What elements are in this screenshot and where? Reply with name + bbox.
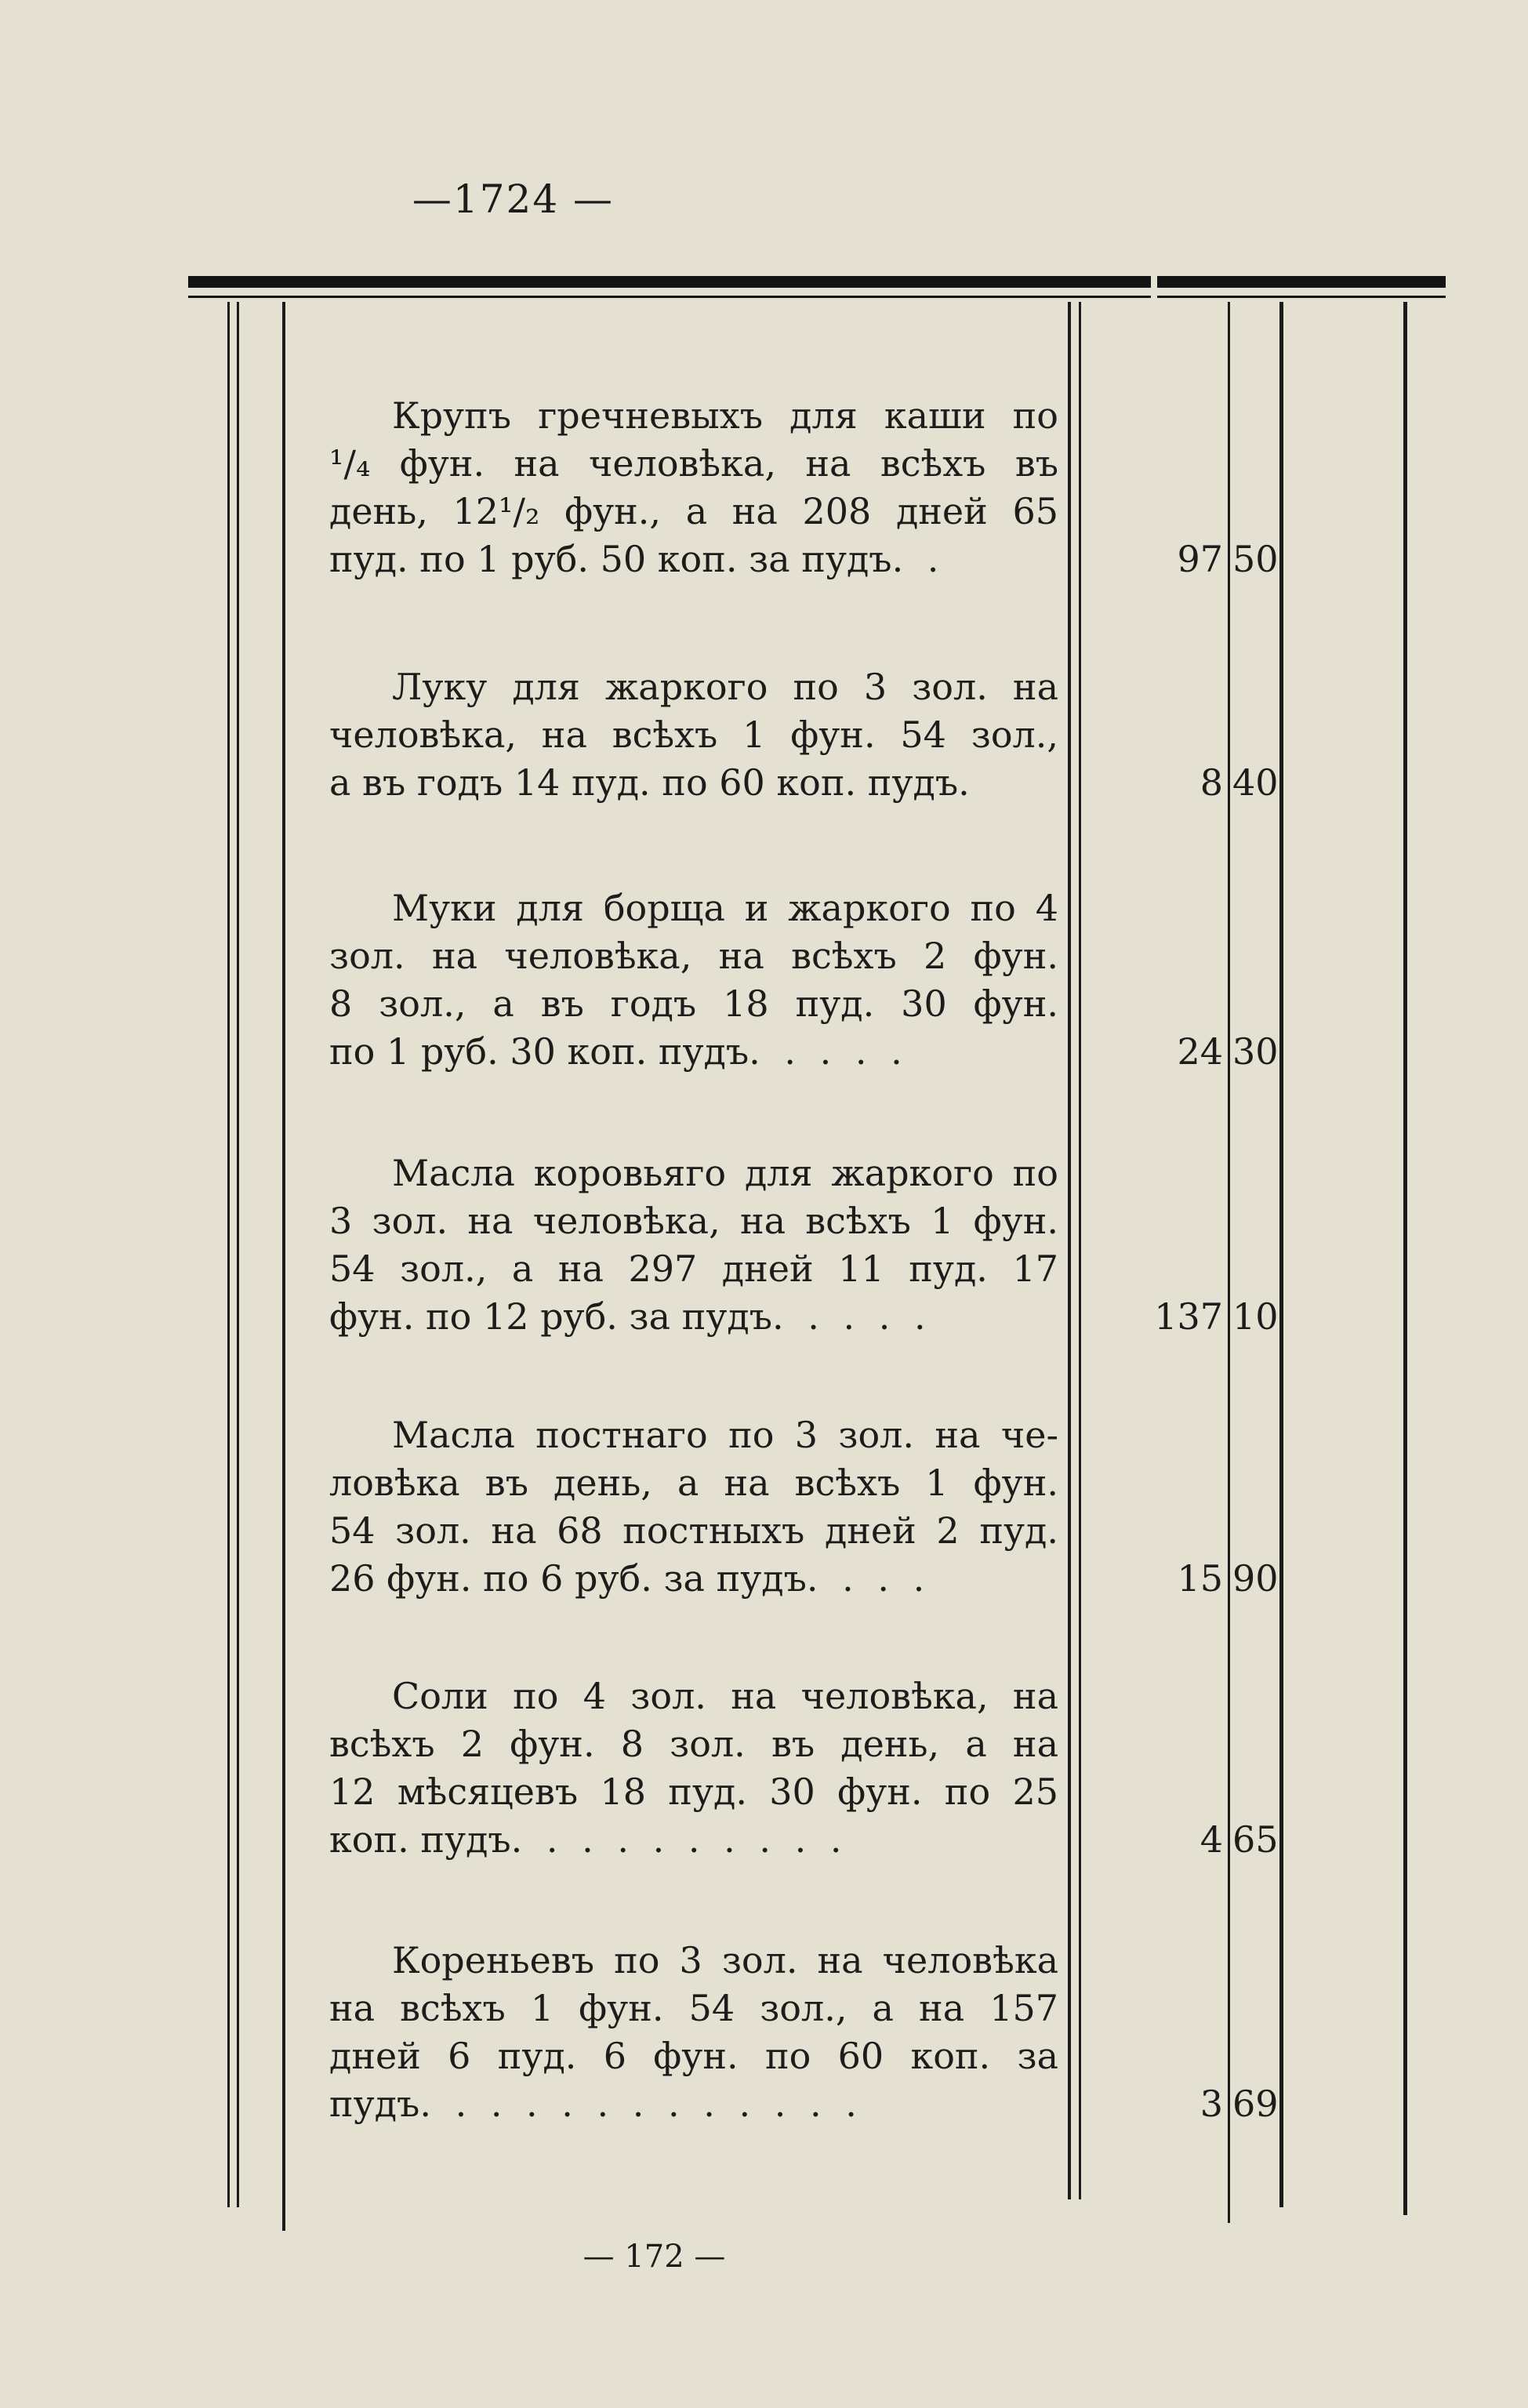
leader-dots: . . — [891, 538, 945, 580]
leader-dots: . . . . . . . . . . — [510, 1818, 848, 1861]
top-thin-rule — [188, 296, 1151, 298]
ledger-entry-butter — [329, 1150, 1058, 1341]
top-rule-right — [1157, 276, 1446, 288]
entry-line: 26 фун. по 6 руб. за пудъ . . . . — [329, 1555, 1058, 1603]
entry-line: Масла коровьяго для жаркого по — [392, 1152, 1058, 1194]
ledger-entry-flour — [329, 884, 1058, 1076]
entry-line: 54 зол., а на 297 дней 11 пуд. 17 — [329, 1248, 1058, 1290]
ledger-entry-vegetable-oil — [329, 1411, 1058, 1603]
amount-kopecks: 90 — [1232, 1557, 1279, 1600]
entry-line: Кореньевъ по 3 зол. на человѣка — [392, 1939, 1058, 1981]
page-number: —1724 — — [412, 176, 615, 222]
amount-kopecks: 65 — [1232, 1818, 1279, 1861]
column-rule — [1279, 302, 1283, 2207]
amount-kopecks: 40 — [1232, 761, 1279, 804]
entry-line: человѣка, на всѣхъ 1 фун. 54 зол., — [329, 714, 1058, 756]
entry-line: по 1 руб. 30 коп. пудъ . . . . . — [329, 1028, 1058, 1076]
entry-line: всѣхъ 2 фун. 8 зол. въ день, а на — [329, 1723, 1058, 1765]
sheet-number: — 172 — — [583, 2239, 726, 2275]
column-rule — [1068, 302, 1071, 2199]
amount-kopecks: 69 — [1232, 2083, 1279, 2125]
entry-line: пуд. по 1 руб. 50 коп. за пудъ . . — [329, 536, 1058, 583]
entry-line: 12 мѣсяцевъ 18 пуд. 30 фун. по 25 — [329, 1771, 1058, 1813]
amount-rubles: 137 — [1154, 1295, 1223, 1338]
leader-dots: . . . . — [806, 1557, 931, 1600]
top-rule — [188, 276, 1151, 288]
entry-line: зол. на человѣка, на всѣхъ 2 фун. — [329, 935, 1058, 977]
entry-line: коп. пудъ . . . . . . . . . . — [329, 1816, 1058, 1864]
column-rule — [1403, 302, 1407, 2215]
amount-kopecks: 30 — [1232, 1030, 1279, 1073]
column-rule — [227, 302, 230, 2207]
entry-line: пудъ . . . . . . . . . . . . . — [329, 2080, 1058, 2128]
ledger-entry-roots — [329, 1937, 1058, 2128]
entry-line: дней 6 пуд. 6 фун. по 60 коп. за — [329, 2035, 1058, 2077]
amount-rubles: 3 — [1200, 2083, 1223, 2125]
leader-dots — [970, 759, 1058, 807]
entry-line: 8 зол., а въ годъ 18 пуд. 30 фун. — [329, 982, 1058, 1025]
entry-line: 54 зол. на 68 постныхъ дней 2 пуд. — [329, 1509, 1058, 1552]
entry-line: на всѣхъ 1 фун. 54 зол., а на 157 — [329, 1987, 1058, 2029]
entry-line: Луку для жаркого по 3 зол. на — [392, 666, 1058, 708]
amount-rubles: 15 — [1177, 1557, 1223, 1600]
amount-rubles: 4 — [1200, 1818, 1223, 1861]
entry-line: Соли по 4 зол. на человѣка, на — [392, 1675, 1058, 1717]
amount-kopecks: 10 — [1232, 1295, 1279, 1338]
amount-rubles: 8 — [1200, 761, 1223, 804]
entry-line: Муки для борща и жаркого по 4 — [392, 887, 1058, 929]
entry-line: 3 зол. на человѣка, на всѣхъ 1 фун. — [329, 1200, 1058, 1242]
leader-dots: . . . . . — [772, 1295, 932, 1338]
column-rule — [1228, 302, 1230, 2223]
column-rule — [282, 302, 285, 2231]
amount-rubles: 24 — [1177, 1030, 1223, 1073]
column-rule — [1079, 302, 1081, 2199]
entry-line: фун. по 12 руб. за пудъ . . . . . — [329, 1293, 1058, 1341]
entry-line: ловѣка въ день, а на всѣхъ 1 фун. — [329, 1462, 1058, 1504]
entry-line: день, 12¹/₂ фун., а на 208 дней 65 — [329, 490, 1058, 532]
entry-line: ¹/₄ фун. на человѣка, на всѣхъ въ — [329, 442, 1058, 485]
amount-rubles: 97 — [1177, 538, 1223, 580]
column-rule — [237, 302, 239, 2207]
ledger-entry-onions — [329, 663, 1058, 807]
leader-dots: . . . . . . . . . . . . . — [419, 2083, 863, 2125]
entry-line: Масла постнаго по 3 зол. на че- — [392, 1414, 1058, 1456]
amount-kopecks: 50 — [1232, 538, 1279, 580]
entry-line: а въ годъ 14 пуд. по 60 коп. пудъ. — [329, 759, 1058, 807]
ledger-entry-buckwheat — [329, 392, 1058, 583]
ledger-entry-salt — [329, 1673, 1058, 1864]
leader-dots: . . . . . — [749, 1030, 909, 1073]
entry-line: Крупъ гречневыхъ для каши по — [392, 394, 1058, 437]
top-thin-rule-right — [1157, 296, 1446, 298]
